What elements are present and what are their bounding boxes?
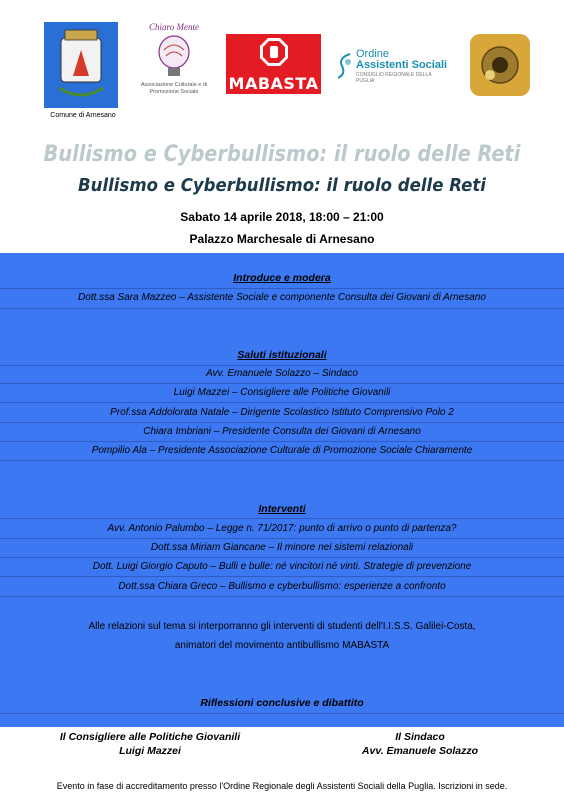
oas-line2: Assistenti Sociali: [356, 59, 448, 71]
divider: [0, 308, 564, 309]
divider: [0, 713, 564, 714]
title-ghost: Bullismo e Cyberbullismo: il ruolo delle Reti: [43, 142, 521, 167]
saluti-heading: Saluti istituzionali: [237, 349, 327, 361]
event-date: Sabato 14 aprile 2018, 18:00 – 21:00: [180, 210, 384, 224]
divider: [0, 576, 564, 577]
divider: [0, 383, 564, 384]
divider: [0, 441, 564, 442]
signature-right-role: Il Sindaco: [395, 731, 445, 743]
saluti-item: Pompilio Ala – Presidente Associazione Culturale di Promozione Sociale Chiaramente: [91, 445, 473, 456]
ordine-assistenti-sociali-logo: [336, 48, 448, 82]
signature-left-name: Luigi Mazzei: [119, 745, 181, 757]
stop-hand-icon: [259, 37, 289, 67]
divider: [0, 557, 564, 558]
program-band: [0, 253, 564, 727]
interventi-item: Avv. Antonio Palumbo – Legge n. 71/2017: punto di arrivo o punto di partenza?: [107, 523, 457, 534]
chiaramente-logo: [140, 22, 208, 110]
interventi-item: Dott.ssa Chiara Greco – Bullismo e cyberbullismo: esperienze a confronto: [118, 581, 446, 592]
crest-icon: [53, 28, 109, 102]
divider: [0, 288, 564, 289]
comune-crest-logo: [44, 22, 118, 108]
oas-line1: Ordine: [356, 48, 390, 60]
comune-caption: Comune di Arnesano: [50, 112, 116, 119]
saluti-item: Luigi Mazzei – Consigliere alle Politiche Giovanili: [173, 387, 391, 398]
event-venue: Palazzo Marchesale di Arnesano: [189, 232, 375, 246]
chiara-subtitle: Associazione Culturale e di Promozione Sociale: [140, 82, 208, 95]
logo-strip: [0, 0, 564, 130]
accreditation-footer: Evento in fase di accreditamento presso l'Ordine Regionale degli Assistenti Sociali della Puglia. Iscrizioni in sede.: [56, 781, 508, 791]
lightbulb-brain-icon: [154, 32, 194, 80]
saluti-item: Avv. Emanuele Solazzo – Sindaco: [206, 368, 358, 379]
gear-speaker-icon: [476, 41, 524, 89]
mabasta-logo: [226, 34, 321, 94]
interventi-item: Dott. Luigi Giorgio Caputo – Bulli e bulle: né vincitori né vinti. Strategie di prevenzione: [92, 561, 472, 572]
divider: [0, 365, 564, 366]
mabasta-wordmark: MABASTA: [228, 74, 319, 93]
introduce-heading: Introduce e modera: [233, 272, 331, 284]
divider: [0, 538, 564, 539]
divider: [0, 422, 564, 423]
interventi-heading: Interventi: [258, 503, 306, 515]
divider: [0, 596, 564, 597]
divider: [0, 518, 564, 519]
saluti-item: Chiara Imbriani – Presidente Consulta dei Giovani di Arnesano: [143, 426, 421, 437]
swirl-icon: [336, 50, 354, 80]
signature-left-role: Il Consigliere alle Politiche Giovanili: [59, 731, 241, 743]
chiara-title: Chiaro Mente: [149, 22, 199, 32]
closing-heading: Riflessioni conclusive e dibattito: [200, 697, 364, 709]
signature-right-name: Avv. Emanuele Solazzo: [361, 745, 479, 757]
students-note-line2: animatori del movimento antibullismo MABASTA: [174, 640, 390, 651]
divider: [0, 402, 564, 403]
interventi-item: Dott.ssa Miriam Giancane – Il minore nei sistemi relazionali: [150, 542, 414, 553]
divider: [0, 460, 564, 461]
introduce-item: Dott.ssa Sara Mazzeo – Assistente Sociale e componente Consulta dei Giovani di Arnesano: [78, 292, 486, 303]
page-title: Bullismo e Cyberbullismo: il ruolo delle Reti: [78, 175, 486, 196]
iiss-galilei-costa-logo: [470, 34, 530, 96]
students-note-line1: Alle relazioni sul tema si interporranno gli interventi di studenti dell'I.I.S.S. Galilei-Costa,: [88, 621, 476, 632]
saluti-item: Prof.ssa Addolorata Natale – Dirigente Scolastico Istituto Comprensivo Polo 2: [110, 407, 454, 418]
oas-line3: CONSIGLIO REGIONALE DELLA PUGLIA: [356, 72, 432, 84]
